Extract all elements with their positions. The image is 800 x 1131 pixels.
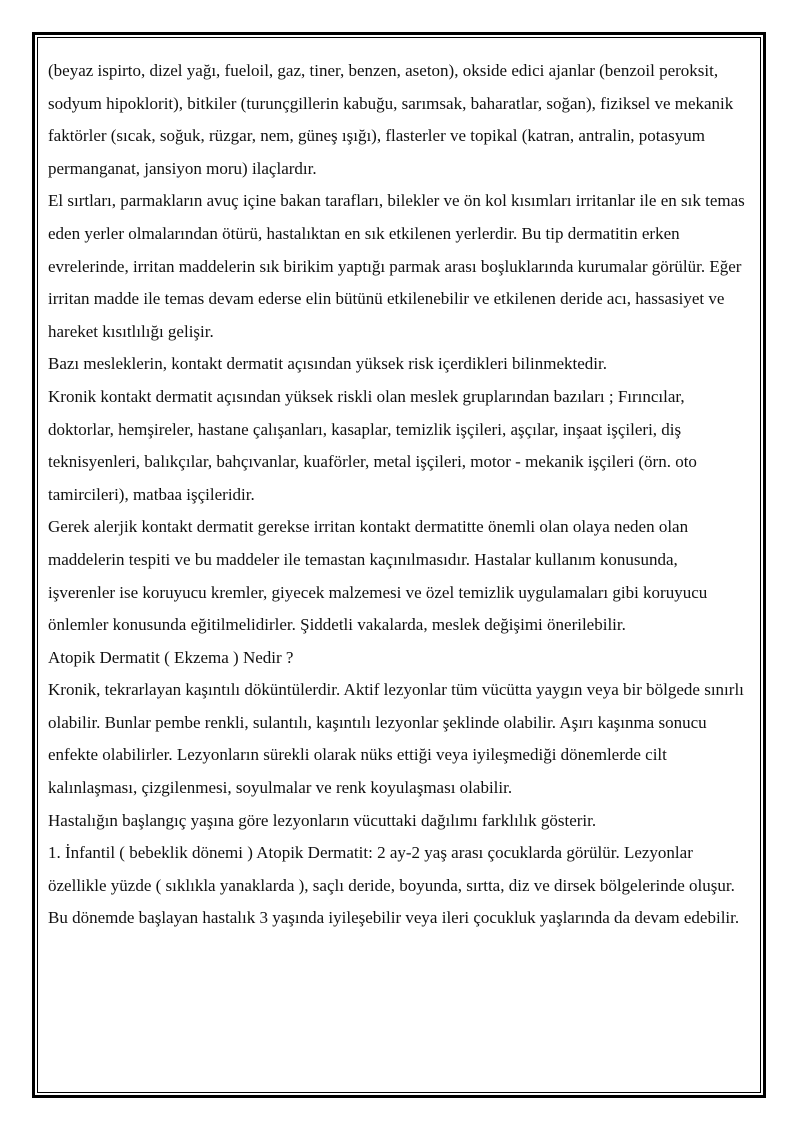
document-body: [48, 55, 748, 935]
paragraph-occupation-groups: Kronik kontakt dermatit açısından yüksek riskli olan meslek gruplarından bazıları ; Fırıncılar, doktorlar, hemşireler, hastane çalışanları, kasaplar, temizlik işçileri, aşçılar, inşaat işçileri, diş teknisyenleri, balıkçılar, bahçıvanlar, kuaförler, metal işçileri, motor - mekanik işçileri (örn. oto tamircileri), matbaa işçileridir.: [48, 386, 697, 504]
paragraph-infantile-dermatitis: 1. İnfantil ( bebeklik dönemi ) Atopik Dermatit: 2 ay-2 yaş arası çocuklarda görülür. Lezyonlar özellikle yüzde ( sıklıkla yanaklarda ), saçlı deride, boyunda, sırtta, diz ve dirsek bölgelerinde oluşur. Bu dönemde başlayan hastalık 3 yaşında iyileşebilir veya ileri çocukluk yaşlarında da devam edebilir.: [48, 843, 740, 928]
paragraph-age-distribution: Hastalığın başlangıç yaşına göre lezyonların vücuttaki dağılımı farklılık gösterir.: [48, 810, 597, 830]
section-heading-atopic-dermatitis: Atopik Dermatit ( Ekzema ) Nedir ?: [48, 647, 294, 667]
paragraph-affected-areas: El sırtları, parmakların avuç içine bakan tarafları, bilekler ve ön kol kısımları irritanlar ile en sık temas eden yerler olmalarından ötürü, hastalıktan en sık etkilenen yerlerdir. Bu tip dermatitin erken evrelerinde, irritan maddelerin sık birikim yaptığı parmak arası boşluklarında kurumalar görülür. Eğer irritan madde ile temas devam ederse elin bütünü etkilenebilir ve etkilenen deride acı, hassasiyet ve hareket kısıtlılığı gelişir.: [48, 191, 745, 341]
paragraph-prevention: Gerek alerjik kontakt dermatit gerekse irritan kontakt dermatitte önemli olan olaya neden olan maddelerin tespiti ve bu maddeler ile temastan kaçınılmasıdır. Hastalar kullanım konusunda, işverenler ise koruyucu kremler, giyecek malzemesi ve özel temizlik uygulamaları gibi koruyucu önlemler konusunda eğitilmelidirler. Şiddetli vakalarda, meslek değişimi önerilebilir.: [48, 517, 708, 635]
paragraph-atopic-description: Kronik, tekrarlayan kaşıntılı döküntülerdir. Aktif lezyonlar tüm vücütta yaygın veya bir bölgede sınırlı olabilir. Bunlar pembe renkli, sulantılı, kaşıntılı lezyonlar şeklinde olabilir. Aşırı kaşınma sonucu enfekte olabilirler. Lezyonların sürekli olarak nüks ettiği veya iyileşmediği dönemlerde cilt kalınlaşması, çizgilenmesi, soyulmalar ve renk koyulaşması olabilir.: [48, 680, 744, 798]
paragraph-irritants-list: (beyaz ispirto, dizel yağı, fueloil, gaz, tiner, benzen, aseton), okside edici ajanlar (benzoil peroksit, sodyum hipoklorit), bitkiler (turunçgillerin kabuğu, sarımsak, baharatlar, soğan), fiziksel ve mekanik faktörler (sıcak, soğuk, rüzgar, nem, güneş ışığı), flasterler ve topikal (katran, antralin, potasyum permanganat, jansiyon moru) ilaçlardır.: [48, 61, 734, 178]
paragraph-occupation-risk: Bazı mesleklerin, kontakt dermatit açısından yüksek risk içerdikleri bilinmektedir.: [48, 354, 607, 374]
